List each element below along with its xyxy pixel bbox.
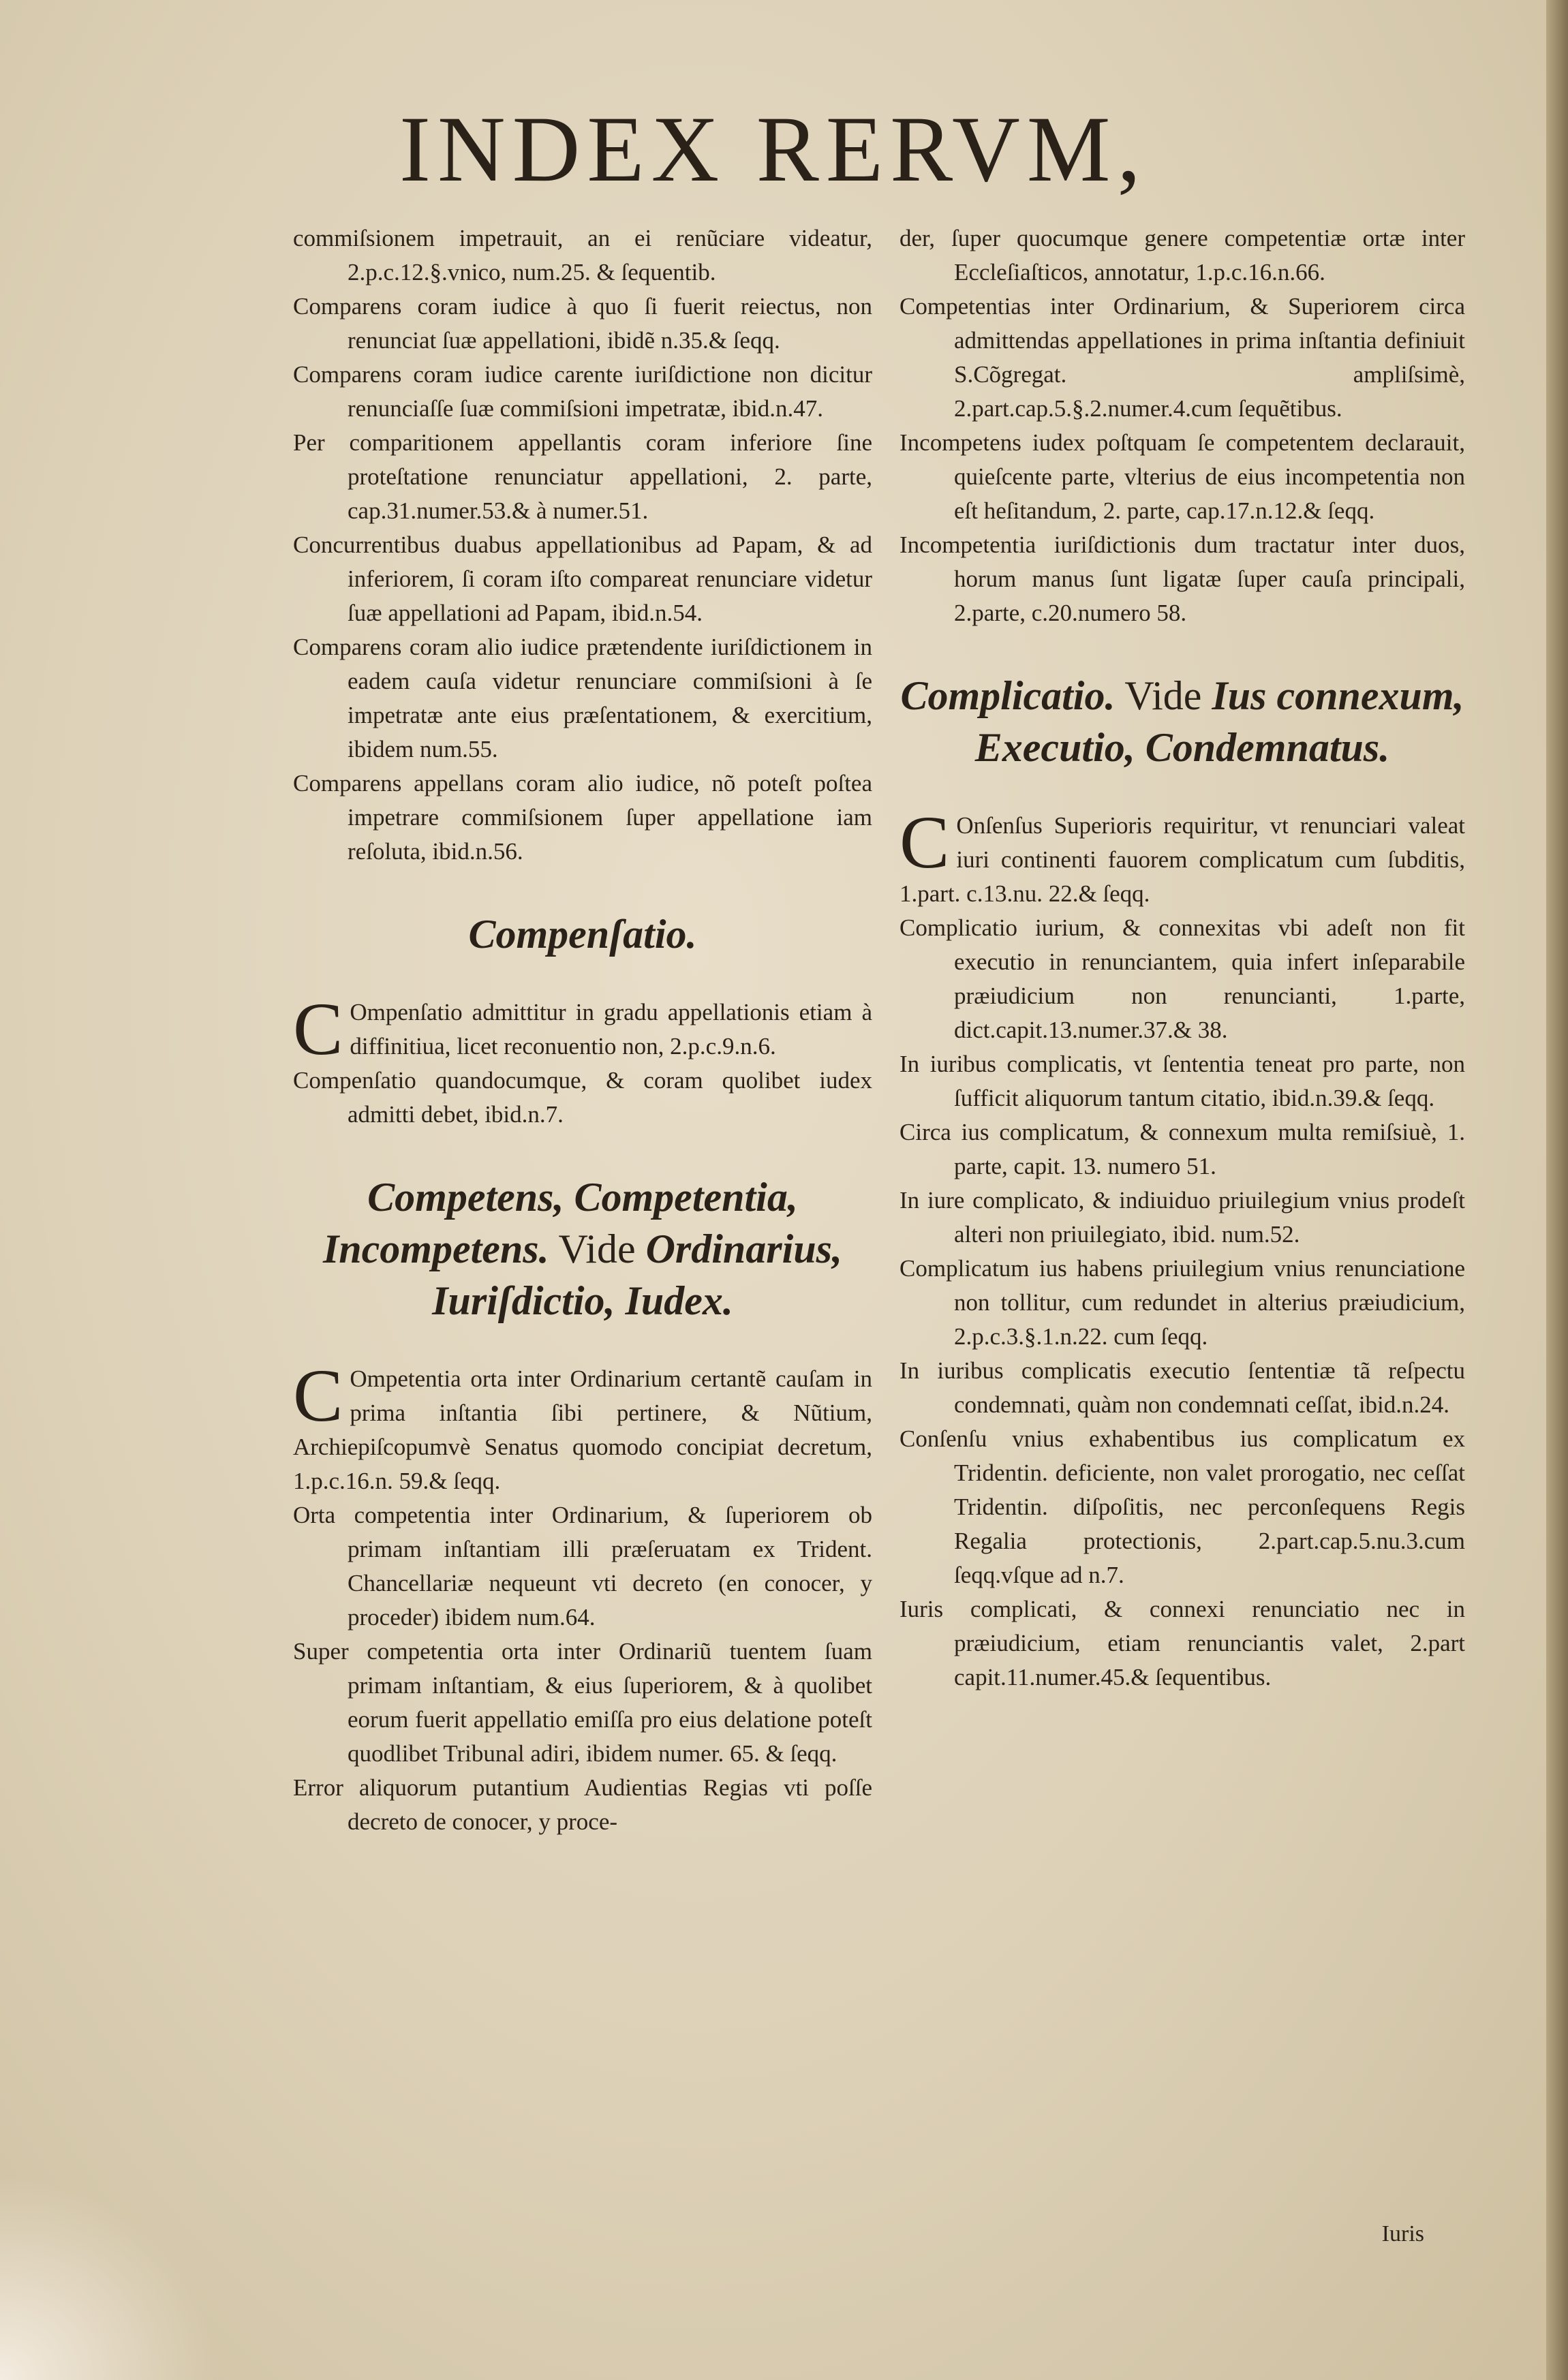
index-entry: Concurrentibus duabus appellationibus ad Papam, & ad inferiorem, ſi coram iſto compareat renunciare videtur ſuæ appellationi ad Papam, ibid.n.54. (293, 531, 872, 626)
index-entry: Iuris complicati, & connexi renunciatio nec in præiudicium, etiam renunciantis valet, 2.part capit.11.numer.45.& ſequentibus. (900, 1596, 1465, 1690)
index-entry: commiſsionem impetrauit, an ei renũciare videatur, 2.p.c.12.§.vnico, num.25. & ſequentib. (293, 225, 872, 285)
index-entry: Super competentia orta inter Ordinariũ tuentem ſuam primam inſtantiam, & eius ſuperiorem, & à quolibet eorum fuerit appellatio emiſſa pro eius delatione poteſt quodlibet Tribunal adiri, ibidem numer. 65. & ſeqq. (293, 1638, 872, 1767)
entry-text: Ompetentia orta inter Ordinarium certantẽ cauſam in prima inſtantia ſibi pertinere, & Nũtium, Archiepiſcopumvè Senatus quomodo concipiat decretum, 1.p.c.16.n. 59.& ſeqq. (293, 1365, 872, 1494)
index-entry: der, ſuper quocumque genere competentiæ ortæ inter Eccleſiaſticos, annotatur, 1.p.c.16.n.66. (900, 225, 1465, 285)
section-first-entry (293, 987, 872, 1070)
entry-text: Ompenſatio admittitur in gradu appellationis etiam à diffinitiua, licet reconuentio non, 2.p.c.9.n.6. (350, 999, 872, 1060)
index-entry: Compenſatio quandocumque, & coram quolibet iudex admitti debet, ibid.n.7. (293, 1067, 872, 1128)
index-entry: Comparens coram alio iudice prætendente iuriſdictionem in eadem cauſa videtur renunciare commiſsioni à ſe impetratæ ante eius præſentationem, & exercitium, ibidem num.55. (293, 634, 872, 762)
section-heading-competens (293, 1171, 872, 1327)
index-entry: Orta competentia inter Ordinarium, & ſuperiorem ob primam inſtantiam illi præſeruatam ex Trident. Chancellariæ nequeunt vti decreto (en conocer, y proceder) ibidem num.64. (293, 1502, 872, 1631)
page-header: INDEX RERVM, (399, 97, 1148, 201)
index-entry: Conſenſu vnius exhabentibus ius complicatum ex Tridentin. deficiente, non valet prorogatio, nec ceſſat Tridentin. diſpoſitis, nec perconſequens Regis Regalia protectionis, 2.part.cap.5.nu.3.cum ſeqq.vſque ad n.7. (900, 1425, 1465, 1588)
index-entry: Competentias inter Ordinarium, & Superiorem circa admittendas appellationes in prima inſtantia definiuit S.Cõgregat. ampliſsimè, 2.part.cap.5.§.2.numer.4.cum ſequẽtibus. (900, 293, 1465, 422)
heading-term: Competens, Competentia, Incompetens. (322, 1175, 798, 1271)
section-first-entry (900, 801, 1465, 911)
index-entry: Error aliquorum putantium Audientias Regias vti poſſe decreto de conocer, y proce- (293, 1774, 872, 1835)
cross-references: Ordinarius, Iuriſdictio, Iudex. (432, 1226, 843, 1323)
page-gutter (1546, 0, 1568, 2380)
index-entry: In iuribus complicatis executio ſententiæ tã reſpectu condemnati, quàm non condemnati ceſſat, ibid.n.24. (900, 1357, 1465, 1418)
catchword: Iuris (1381, 2221, 1424, 2246)
section-first-entry (293, 1354, 872, 1498)
vide-label: Vide (1115, 673, 1212, 718)
cross-references: Ius connexum, Executio, Condemnatus. (974, 673, 1464, 770)
left-column (293, 221, 872, 1839)
index-entry: Complicatio iurium, & connexitas vbi adeſt non fit executio in renunciantem, quia infert inſeparabile præiudicium non renuncianti, 1.parte, dict.capit.13.numer.37.& 38. (900, 914, 1465, 1043)
index-entry: Circa ius complicatum, & connexum multa remiſsiuè, 1. parte, capit. 13. numero 51. (900, 1119, 1465, 1179)
drop-cap: C (900, 801, 950, 884)
page-stain (0, 2176, 218, 2380)
heading-term: Complicatio. (900, 673, 1116, 718)
entry-text: Onſenſus Superioris requiritur, vt renunciari valeat iuri continenti fauorem complicatum cum ſubditis, 1.part. c.13.nu. 22.& ſeqq. (900, 812, 1465, 907)
section-heading-complicatio (900, 670, 1465, 773)
drop-cap: C (293, 987, 343, 1070)
index-entry: Comparens coram iudice à quo ſi fuerit reiectus, non renunciat ſuæ appellationi, ibidẽ n.35.& ſeqq. (293, 293, 872, 354)
index-entry: Incompetens iudex poſtquam ſe competentem declarauit, quieſcente parte, vlterius de eius incompetentia non eſt heſitandum, 2. parte, cap.17.n.12.& ſeqq. (900, 429, 1465, 524)
index-entry: Incompetentia iuriſdictionis dum tractatur inter duos, horum manus ſunt ligatæ ſuper cauſa principali, 2.parte, c.20.numero 58. (900, 531, 1465, 626)
vide-label: Vide (549, 1226, 646, 1271)
index-entry: In iuribus complicatis, vt ſententia teneat pro parte, non ſufficit aliquorum tantum citatio, ibid.n.39.& ſeqq. (900, 1051, 1465, 1111)
index-entry: Per comparitionem appellantis coram inferiore ſine proteſtatione renunciatur appellationi, 2. parte, cap.31.numer.53.& à numer.51. (293, 429, 872, 524)
index-entry: In iure complicato, & indiuiduo priuilegium vnius prodeſt alteri non priuilegiato, ibid. num.52. (900, 1187, 1465, 1248)
right-column (900, 221, 1465, 1695)
drop-cap: C (293, 1354, 343, 1437)
section-heading-compensatio: Compenſatio. (468, 912, 697, 957)
index-entry: Comparens coram iudice carente iuriſdictione non dicitur renunciaſſe ſuæ commiſsioni impetratæ, ibid.n.47. (293, 361, 872, 422)
index-entry: Comparens appellans coram alio iudice, nõ poteſt poſtea impetrare commiſsionem ſuper appellatione iam reſoluta, ibid.n.56. (293, 770, 872, 865)
index-entry: Complicatum ius habens priuilegium vnius renunciatione non tollitur, cum redundet in alterius præiudicium, 2.p.c.3.§.1.n.22. cum ſeqq. (900, 1255, 1465, 1350)
